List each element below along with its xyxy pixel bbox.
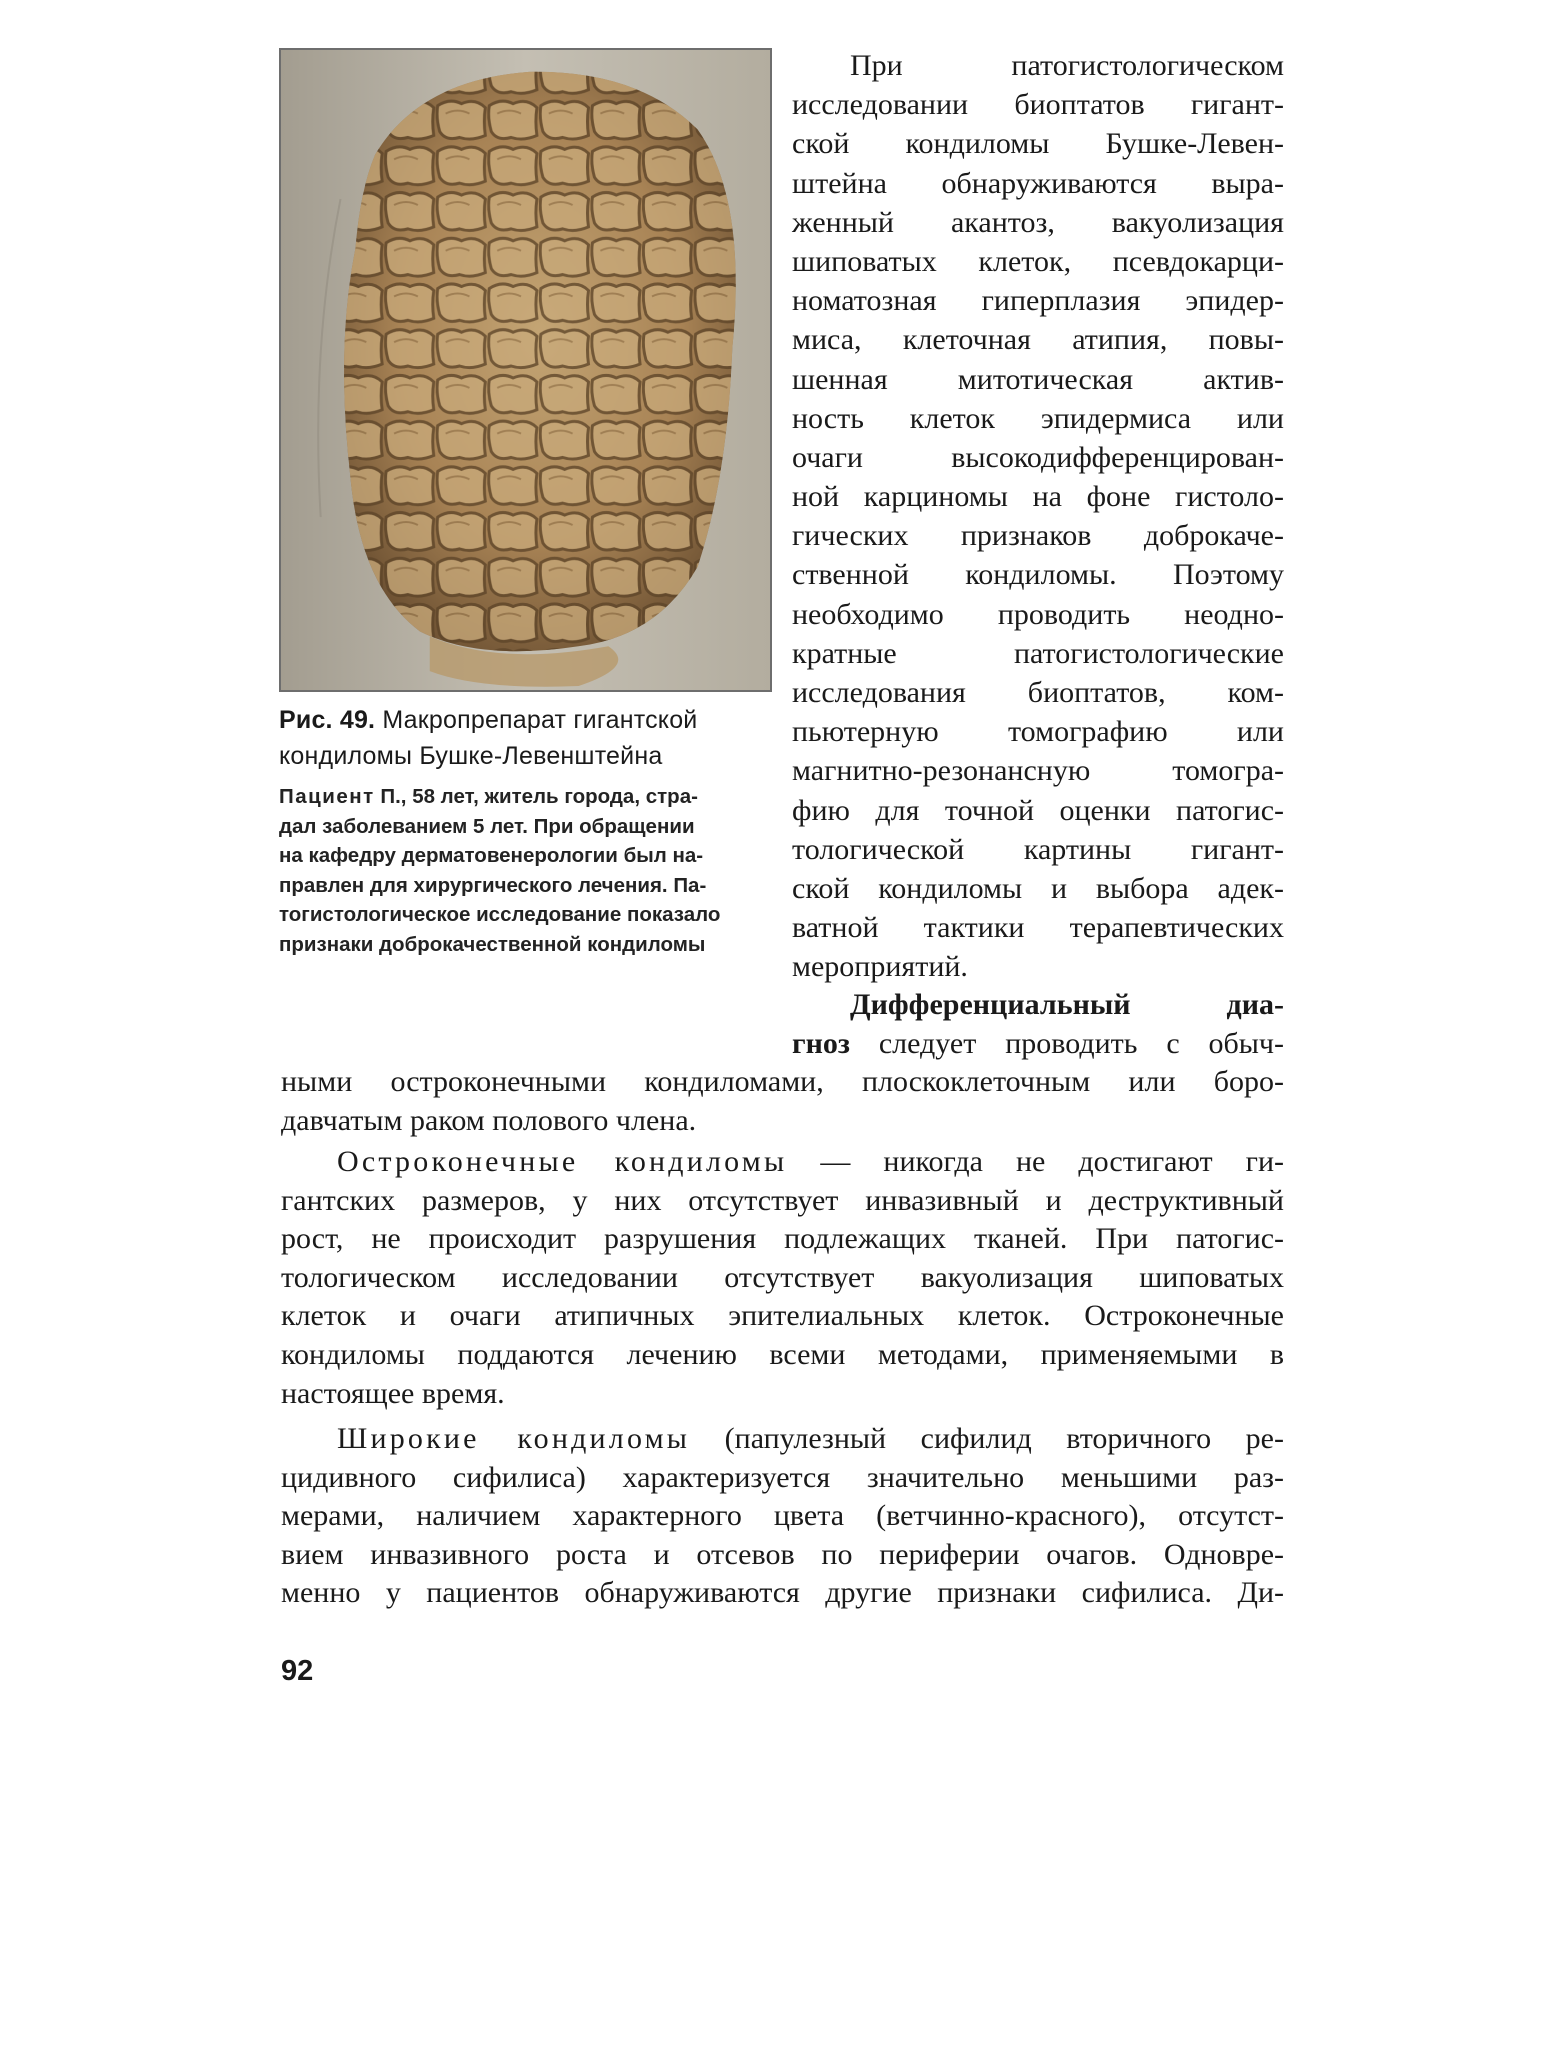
caption-note-line-2: дал заболеванием 5 лет. При обращении [279, 814, 695, 838]
para3-lead: Широкие кондиломы [337, 1422, 691, 1455]
caption-note [279, 782, 773, 959]
text-line: ватной тактики терапевтических [792, 911, 1284, 945]
text-line: вием инвазивного роста и отсевов по периферии очагов. Одновре- [281, 1537, 1284, 1571]
diff-term-part1b: диа- [1226, 988, 1284, 1021]
text-line: ской кондиломы и выбора адек- [792, 871, 1284, 905]
text-line: исследовании биоптатов гигант- [792, 88, 1284, 122]
text-line: фию для точной оценки патогис- [792, 793, 1284, 827]
text-line: исследования биоптатов, ком- [792, 676, 1284, 709]
caption-title-line-1: Макропрепарат гигантской [382, 706, 698, 734]
figure-label: Рис. 49. [279, 706, 376, 734]
text-line [281, 1420, 1284, 1459]
para3-line-1: (папулезный сифилид вторичного ре- [690, 1422, 1284, 1455]
text-line: рост, не происходит разрушения подлежащих тканей. При патогис- [281, 1222, 1284, 1256]
text-line: мероприятий. [792, 950, 968, 984]
para2-line-1: — никогда не достигают ги- [787, 1145, 1284, 1178]
diff-rest: следует проводить с обыч- [849, 1027, 1284, 1060]
text-line: гических признаков доброкаче- [792, 519, 1284, 553]
text-line: шиповатых клеток, псевдокарци- [792, 244, 1284, 278]
right-column-paragraph [792, 46, 1284, 987]
text-line [281, 1143, 1284, 1182]
caption-note-line-3: на кафедру дерматовенерологии был на- [279, 844, 704, 867]
text-line: настоящее время. [281, 1376, 505, 1410]
figure-caption [279, 702, 773, 959]
para2-lead: Остроконечные кондиломы [337, 1145, 788, 1178]
text-line: давчатым раком полового члена. [281, 1103, 697, 1137]
caption-note-line-5: тогистологическое исследование показало [279, 903, 721, 926]
acuminate-condyloma-paragraph [281, 1143, 1284, 1413]
text-line: очаги высокодифференцирован- [792, 440, 1284, 474]
page-number: 92 [281, 1655, 314, 1687]
text-line: ской кондиломы Бушке-Левен- [792, 127, 1284, 161]
text-line: При патогистологическом [850, 49, 1284, 82]
text-line: шенная митотическая актив- [792, 362, 1284, 396]
caption-note-line-6: признаки доброкачественной кондиломы [279, 932, 706, 956]
text-line: кратные патогистологические [792, 636, 1284, 670]
diff-line-2 [792, 1024, 1284, 1063]
text-line: номатозная гиперплазия эпидер- [792, 284, 1284, 318]
caption-note-line-1: П., 58 лет, житель города, стра- [374, 785, 698, 808]
text-line: гантских размеров, у них отсутствует инвазивный и деструктивный [281, 1183, 1284, 1217]
text-line: кондиломы поддаются лечению всеми методами, применяемыми в [281, 1337, 1284, 1371]
caption-note-line-4: правлен для хирургического лечения. Па- [279, 873, 707, 897]
differential-diagnosis-heading [792, 985, 1284, 1063]
text-line: цидивного сифилиса) характеризуется значительно меньшими раз- [281, 1460, 1284, 1494]
text-line: необходимо проводить неодно- [792, 597, 1284, 631]
text-line: клеток и очаги атипичных эпителиальных клеток. Остроконечные [281, 1299, 1284, 1333]
text-line: тологическом исследовании отсутствует вакуолизация шиповатых [281, 1260, 1284, 1294]
diff-line-1 [792, 985, 1284, 1024]
caption-note-lead: Пациент [279, 785, 375, 808]
text-line: ственной кондиломы. Поэтому [792, 558, 1284, 592]
text-line: ными остроконечными кондиломами, плоскоклеточным или боро- [281, 1065, 1284, 1098]
caption-title-line-2: кондиломы Бушке-Левенштейна [279, 742, 663, 770]
text-line: ность клеток эпидермиса или [792, 401, 1284, 435]
caption-title [279, 702, 773, 774]
text-line: тологической картины гигант- [792, 832, 1284, 866]
text-line: пьютерную томографию или [792, 715, 1284, 749]
broad-condyloma-paragraph [281, 1420, 1284, 1613]
diff-term-part2: гноз [792, 1027, 850, 1060]
diff-term-part1: Дифференциальный [850, 988, 1131, 1021]
figure-photo [279, 48, 772, 692]
text-line: ной карциномы на фоне гистоло- [792, 480, 1284, 514]
text-line: менно у пациентов обнаруживаются другие признаки сифилиса. Ди- [281, 1576, 1284, 1610]
differential-diagnosis-paragraph [281, 1063, 1284, 1140]
text-line: женный акантоз, вакуолизация [792, 205, 1284, 239]
text-line: магнитно-резонансную томогра- [792, 754, 1284, 788]
text-line: миса, клеточная атипия, повы- [792, 323, 1284, 357]
text-line: штейна обнаруживаются выра- [792, 166, 1284, 200]
specimen-image [281, 50, 770, 690]
text-line: мерами, наличием характерного цвета (ветчинно-красного), отсутст- [281, 1499, 1284, 1533]
